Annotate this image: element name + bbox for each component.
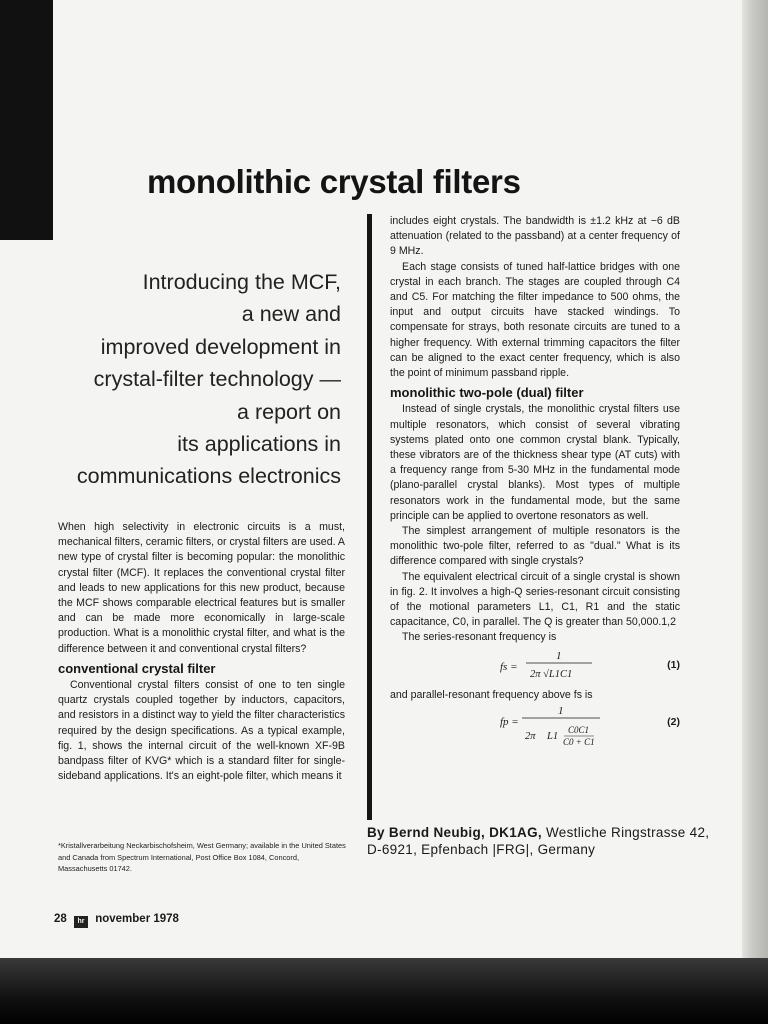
intro-blurb — [55, 266, 341, 493]
body-paragraph: and parallel-resonant frequency above fs is — [390, 688, 593, 701]
equation-1-formula — [450, 646, 680, 686]
byline-by: By — [367, 825, 385, 840]
body-paragraph: includes eight crystals. The bandwidth is ±1.2 kHz at −6 dB attenuation (related to the passband) at a center frequency of 9 MHz. — [390, 215, 680, 258]
byline-address: Westliche Ringstrasse 42, D-6921, Epfenbach |FRG|, Germany — [367, 825, 710, 857]
body-paragraph: The equivalent electrical circuit of a single crystal is shown in fig. 2. It involves a high-Q series-resonant circuit consisting of the motional parameters L1, C1, R1 and the static capacitance, C0, in parallel. The Q is greater than 50,000.1,2 — [390, 570, 680, 629]
equation-2 — [390, 703, 680, 751]
eq1-numerator: 1 — [556, 649, 562, 662]
page-edge-shadow — [742, 0, 768, 962]
scanner-bottom-shadow — [0, 958, 768, 1024]
intro-line: a new and — [241, 302, 341, 327]
intro-line: communications electronics — [76, 464, 341, 489]
intro-line: improved development in — [100, 334, 341, 359]
eq2-numerator: 1 — [558, 704, 564, 717]
magazine-logo-icon: hr — [74, 916, 88, 928]
issue-date: november 1978 — [95, 913, 179, 925]
section-heading: monolithic two-pole (dual) filter — [390, 385, 584, 401]
intro-line: crystal-filter technology — — [93, 367, 341, 392]
page-folio — [54, 913, 179, 928]
body-paragraph: Each stage consists of tuned half-lattice bridges with one crystal in each branch. The stages are coupled through C4 and C5. For matching the filter impedance to 500 ohms, the input and output circuits have stacked windings. To compensate for strays, both resonate circuits are tuned to a higher frequency. With external trimming capacitors the filter can be aligned to the exact center frequency, which is also the point of minimum passband ripple. — [390, 260, 680, 380]
decorative-black-bar — [0, 0, 53, 240]
eq2-lhs: fp = — [500, 715, 519, 728]
right-column — [390, 214, 680, 751]
eq2-frac-denominator: C0 + C1 — [563, 736, 595, 747]
eq1-denominator: 2π √L1C1 — [530, 668, 573, 680]
eq1-lhs: fs = — [500, 660, 518, 673]
equation-2-formula — [450, 703, 680, 751]
intro-line: Introducing the MCF, — [142, 270, 341, 294]
body-paragraph: The simplest arrangement of multiple resonators is the monolithic two-pole filter, referred to as "dual." What is its difference compared with single crystals? — [390, 525, 680, 568]
body-paragraph: Conventional crystal filters consist of one to ten single quartz crystals coupled together by inductors, capacitors, and resistors in a distinct way to yield the filter characteristics required by the design specifications. As a typical example, fig. 1, shows the internal circuit of the well-known XF-9B bandpass filter of KVG* which is a standard filter for single-sideband applications. It's an eight-pole filter, which means it — [58, 679, 345, 783]
body-paragraph: The series-resonant frequency is — [402, 631, 557, 644]
body-paragraph: Instead of single crystals, the monolithic crystal filters use multiple resonators, which consist of several vibrating systems plated onto one common crystal blank. Typically, these vibrators are of the thickness shear type (AT cuts) with a frequency range from 5-30 MHz in the fundamental mode (plano-parallel crystal blanks). Most types of multiple resonators work in the fundamental mode, but the same principle can be applied to overtone resonators as well. — [390, 403, 680, 522]
eq2-frac-numerator: C0C1 — [568, 724, 590, 735]
equation-1-label: (1) — [667, 658, 680, 671]
page-number: 28 — [54, 913, 67, 925]
footnote: *Kristallverarbeitung Neckarbischofsheim, West Germany; available in the United States and Canada from Spectrum International, Post Office Box 1084, Concord, Massachusetts 01742. — [58, 841, 346, 873]
eq2-den-inner: L1 — [547, 730, 559, 742]
section-heading: conventional crystal filter — [58, 660, 216, 676]
left-column — [58, 520, 345, 784]
body-paragraph: When high selectivity in electronic circuits is a must, mechanical filters, ceramic filters, or crystal filters are used. A new type of crystal filter is becoming popular: the monolithic crystal filter (MCF). It replaces the conventional crystal filter and leads to new applications for this new product, because the MCF shows comparable electrical features but is smaller and can be made more economically in large-scale production. What is a monolithic crystal filter, and what is the difference between it and conventional crystal filters? — [58, 521, 345, 655]
eq2-den-prefix: 2π — [525, 730, 536, 742]
equation-2-label: (2) — [667, 715, 680, 728]
byline-author: Bernd Neubig, DK1AG, — [388, 825, 542, 840]
intro-line: a report on — [237, 399, 341, 424]
column-divider-rule — [367, 214, 372, 820]
equation-1 — [390, 646, 680, 686]
intro-line: its applications in — [177, 432, 341, 457]
byline — [367, 824, 712, 858]
article-title: monolithic crystal filters — [147, 163, 521, 200]
